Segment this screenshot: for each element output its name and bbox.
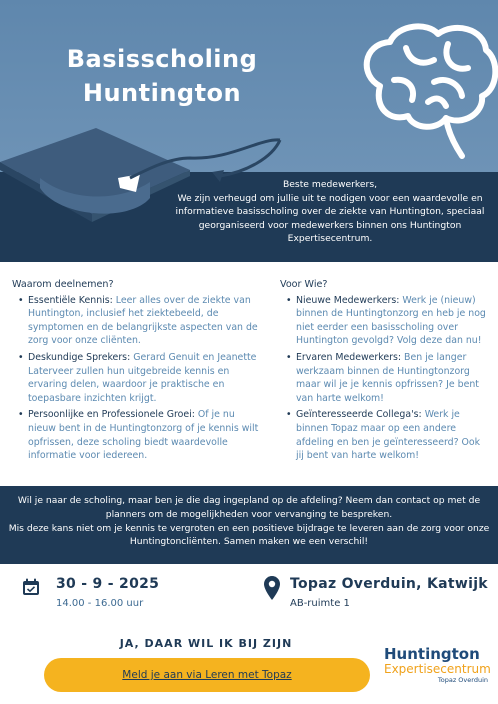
who-list [280, 294, 490, 463]
why-heading: Waarom deelnemen? [12, 279, 114, 290]
logo-line-2: Expertisecentrum [384, 662, 491, 676]
cta-line-2: Mis deze kans niet om je kennis te vergroten en een positieve bijdrage te leveren aan de zorg voor onze Huntingtoncliënten. Samen maken we een verschil! [8, 522, 490, 548]
intro-greeting: Beste medewerkers, [282, 179, 378, 190]
map-pin-icon [264, 576, 280, 600]
huntington-logo [384, 646, 494, 692]
logo-line-3: Topaz Overduin [437, 676, 488, 684]
cta-line-1: Wil je naar de scholing, maar ben je die dag ingepland op de afdeling? Neem dan contact op met de planners om de mogelijkheden voor vervanging te bespreken. [17, 495, 481, 520]
item-description: Ben je langer werkzaam binnen de Huntingtonzorg maar wil je je kennis opfrissen? Je bent van harte welkom! [296, 351, 479, 404]
event-location-value: Topaz Overduin, Katwijk [290, 576, 488, 592]
item-description: Werk je (nieuw) binnen de Huntingtonzorg en heb je nog niet eerder een basisscholing over Huntington gevolgd? Volg deze dan nu! [296, 294, 486, 347]
list-item [280, 294, 490, 348]
list-item [12, 294, 262, 348]
who-heading: Voor Wie? [280, 279, 328, 290]
intro-body: We zijn verheugd om jullie uit te nodigen voor een waardevolle en informatieve basisscholing over de ziekte van Huntington, speciaal georganiseerd voor medewerkers binnen ons Huntington Expertisecentrum. [175, 192, 485, 245]
title-line-1: Basisscholing [66, 45, 258, 73]
item-description: Gerard Genuit en Jeanette Laterveer zullen hun uitgebreide kennis en ervaring delen, waardoor je praktische en toepasbare inzichten krijgt. [28, 351, 257, 404]
item-term: Persoonlijke en Professionele Groei: [28, 409, 195, 421]
why-section [12, 278, 262, 466]
logo-line-1: Huntington [384, 645, 480, 663]
calendar-icon [22, 578, 40, 596]
intro-text [170, 178, 490, 246]
item-term: Essentiële Kennis: [28, 294, 113, 306]
event-time-value: 14.00 - 16.00 uur [56, 598, 144, 609]
event-room-value: AB-ruimte 1 [290, 598, 350, 609]
item-term: Ervaren Medewerkers: [296, 351, 402, 363]
item-term: Geïnteresseerde Collega's: [296, 409, 422, 421]
list-item [280, 351, 490, 405]
why-list [12, 294, 262, 463]
item-term: Deskundige Sprekers: [28, 351, 131, 363]
signup-heading: JA, DAAR WIL IK BIJ ZIJN [119, 637, 293, 650]
list-item [12, 351, 262, 405]
signup-button[interactable]: Meld je aan via Leren met Topaz [44, 658, 370, 692]
list-item [280, 408, 490, 462]
cta-text [6, 494, 492, 549]
page-title [22, 42, 302, 110]
item-description: Of je nu nieuw bent in de Huntingtonzorg of je kennis wilt opfrissen, deze scholing biedt waardevolle informatie voor iedereen. [28, 409, 259, 462]
brain-icon [350, 16, 498, 166]
event-location [264, 574, 494, 634]
item-description: Leer alles over de ziekte van Huntington, inclusief het ziektebeeld, de symptomen en de belangrijkste aspecten van de zorg voor onze cliënten. [28, 294, 258, 347]
item-description: Werk je binnen Topaz maar op een andere afdeling en ben je geïnteresseerd? Ook jij bent van harte welkom! [296, 409, 481, 462]
title-line-2: Huntington [82, 79, 242, 107]
who-section [280, 278, 490, 466]
list-item [12, 408, 262, 462]
event-date [22, 574, 242, 634]
event-date-value: 30 - 9 - 2025 [56, 576, 160, 592]
item-term: Nieuwe Medewerkers: [296, 294, 400, 306]
